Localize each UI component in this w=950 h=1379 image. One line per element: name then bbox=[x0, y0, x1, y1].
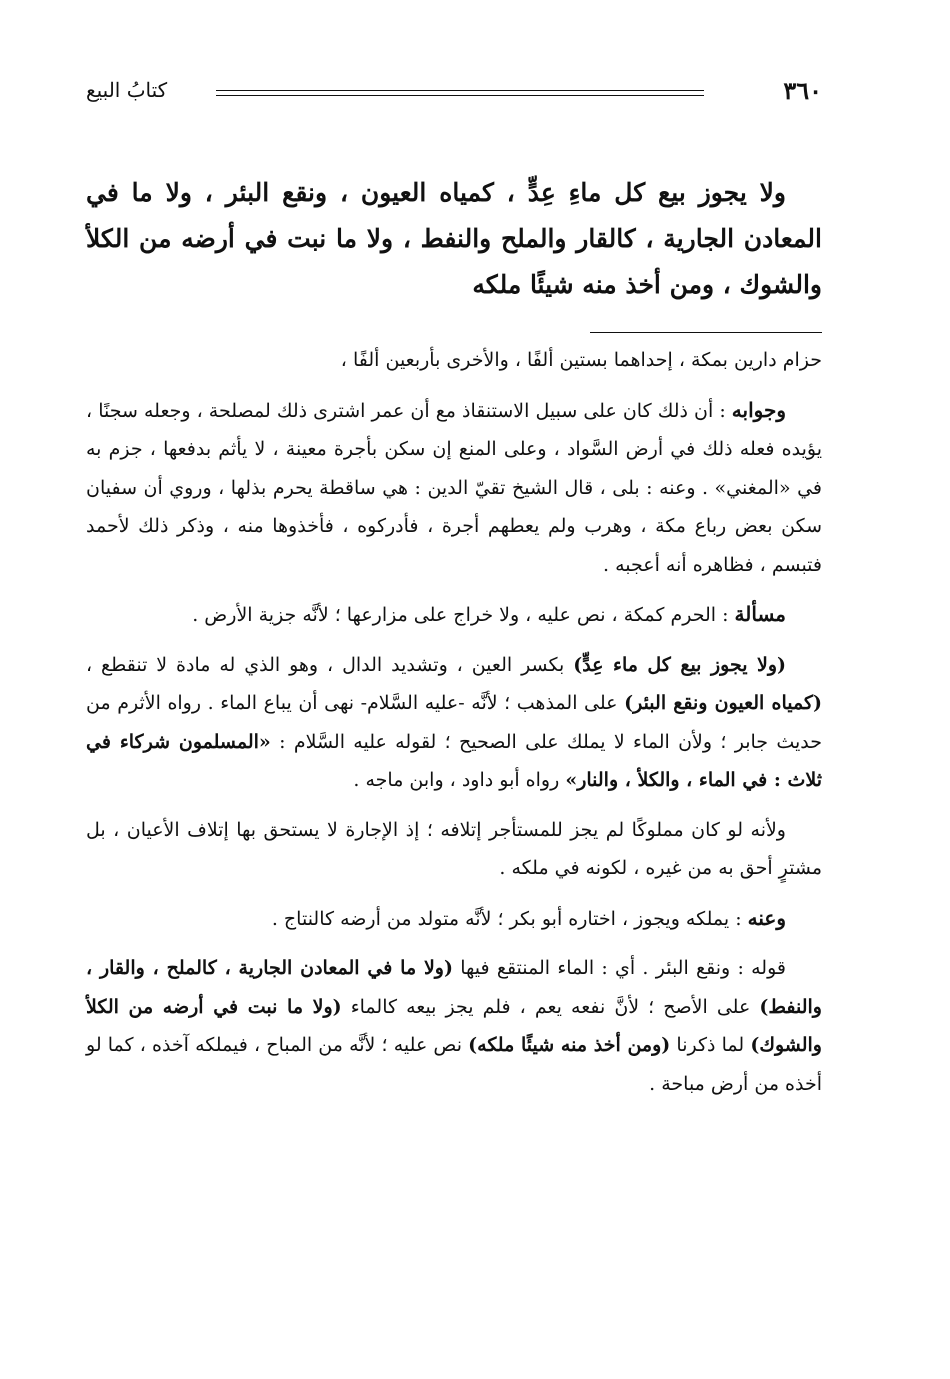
commentary-paragraph bbox=[86, 341, 822, 380]
commentary-paragraph bbox=[86, 811, 822, 888]
hadith-quote: «المسلمون شركاء في ثلاث : في الماء ، والكلأ ، والنار» bbox=[86, 730, 822, 791]
quoted-matn: (ولا يجوز بيع كل ماء عِدٍّ) bbox=[573, 653, 787, 676]
page-number: ٣٦٠ bbox=[783, 76, 822, 105]
paragraph-text: نص عليه ؛ لأنَّه من المباح ، فيملكه آخذه ، كما لو أخذه من أرض مباحة . bbox=[86, 1034, 822, 1095]
commentary bbox=[86, 341, 822, 1103]
paragraph-text: بكسر العين ، وتشديد الدال ، وهو الذي له مادة لا تنقطع ، bbox=[86, 653, 574, 676]
running-title: كتابُ البيع bbox=[86, 78, 168, 102]
commentary-paragraph bbox=[86, 949, 822, 1103]
commentary-paragraph bbox=[86, 646, 822, 800]
paragraph-text: لما ذكرنا bbox=[670, 1034, 751, 1056]
paragraph-text: حزام دارين بمكة ، إحداهما بستين ألفًا ، والأخرى بأربعين ألفًا ، bbox=[340, 349, 822, 371]
paragraph-text: على المذهب ؛ لأنَّه -عليه السَّلام- نهى أن يباع الماء . رواه الأثرم من حديث جابر ؛ ولأن الماء لا يملك على الصحيح ؛ لقوله عليه السَّلام : bbox=[86, 692, 823, 753]
paragraph-lead: مسألة bbox=[734, 602, 786, 626]
quoted-matn: (كمياه العيون ونقع البئر) bbox=[624, 692, 822, 714]
header-rule bbox=[216, 90, 704, 96]
paragraph-lead: وعنه bbox=[747, 905, 786, 930]
paragraph-text: ولأنه لو كان مملوكًا لم يجز للمستأجر إتلافه ؛ إذ الإجارة لا يستحق بها إتلاف الأعيان ، بل مشترٍ أحق به من غيره ، لكونه في ملكه . bbox=[86, 818, 822, 879]
book-page bbox=[86, 64, 822, 1339]
paragraph-lead: وجوابه bbox=[731, 397, 786, 422]
matn-text: ولا يجوز بيع كل ماءِ عِدٍّ ، كمياه العيون ، ونقع البئر ، ولا ما في المعادن الجارية ، كالقار والملح والنفط ، ولا ما نبت في أرضه من الكلأ والشوك ، ومن أخذ منه شيئًا ملكه bbox=[86, 178, 822, 299]
commentary-paragraph bbox=[86, 899, 822, 939]
paragraph-text: رواه أبو داود ، وابن ماجه . bbox=[353, 769, 566, 791]
paragraph-text: : أن ذلك كان على سبيل الاستنقاذ مع أن عمر اشترى ذلك لمصلحة ، وجعله سجنًا ، يؤيده فعله ذلك في أرض السَّواد ، وعلى المنع إن سكن بأجرة معينة ، لا يأثم بدفعها ، جزم به في «المغني» . وعنه : بلى ، قال الشيخ تقيّ الدين : هي ساقطة يحرم بذلها ، وروي أن سفيان سكن بعض رباع مكة ، وهرب ولم يعطهم أجرة ، فأدركوه ، فأخذوها منه ، وذكر ذلك لأحمد فتبسم ، فظاهره أنه أعجبه . bbox=[86, 399, 822, 576]
quoted-matn: (ولا ما في المعادن الجارية ، كالملح ، والقار ، والنفط) bbox=[86, 957, 822, 1018]
footnote-separator bbox=[590, 332, 822, 333]
commentary-paragraph bbox=[86, 391, 822, 585]
quoted-matn: (ولا ما نبت في أرضه من الكلأ والشوك) bbox=[86, 995, 822, 1056]
page-header bbox=[86, 64, 822, 104]
paragraph-text: قوله : ونقع البئر . أي : الماء المنتقع فيها bbox=[452, 957, 786, 979]
paragraph-text: : يملكه ويجوز ، اختاره أبو بكر ؛ لأنَّه متولد من أرضه كالنتاج . bbox=[271, 907, 748, 930]
paragraph-text: على الأصح ؛ لأنَّ نفعه يعم ، فلم يجز بيعه كالماء bbox=[341, 995, 760, 1018]
commentary-paragraph bbox=[86, 595, 822, 635]
paragraph-text: : الحرم كمكة ، نص عليه ، ولا خراج على مزارعها ؛ لأنَّه جزية الأرض . bbox=[192, 604, 735, 626]
quoted-matn: (ومن أخذ منه شيئًا ملكه) bbox=[468, 1034, 671, 1056]
